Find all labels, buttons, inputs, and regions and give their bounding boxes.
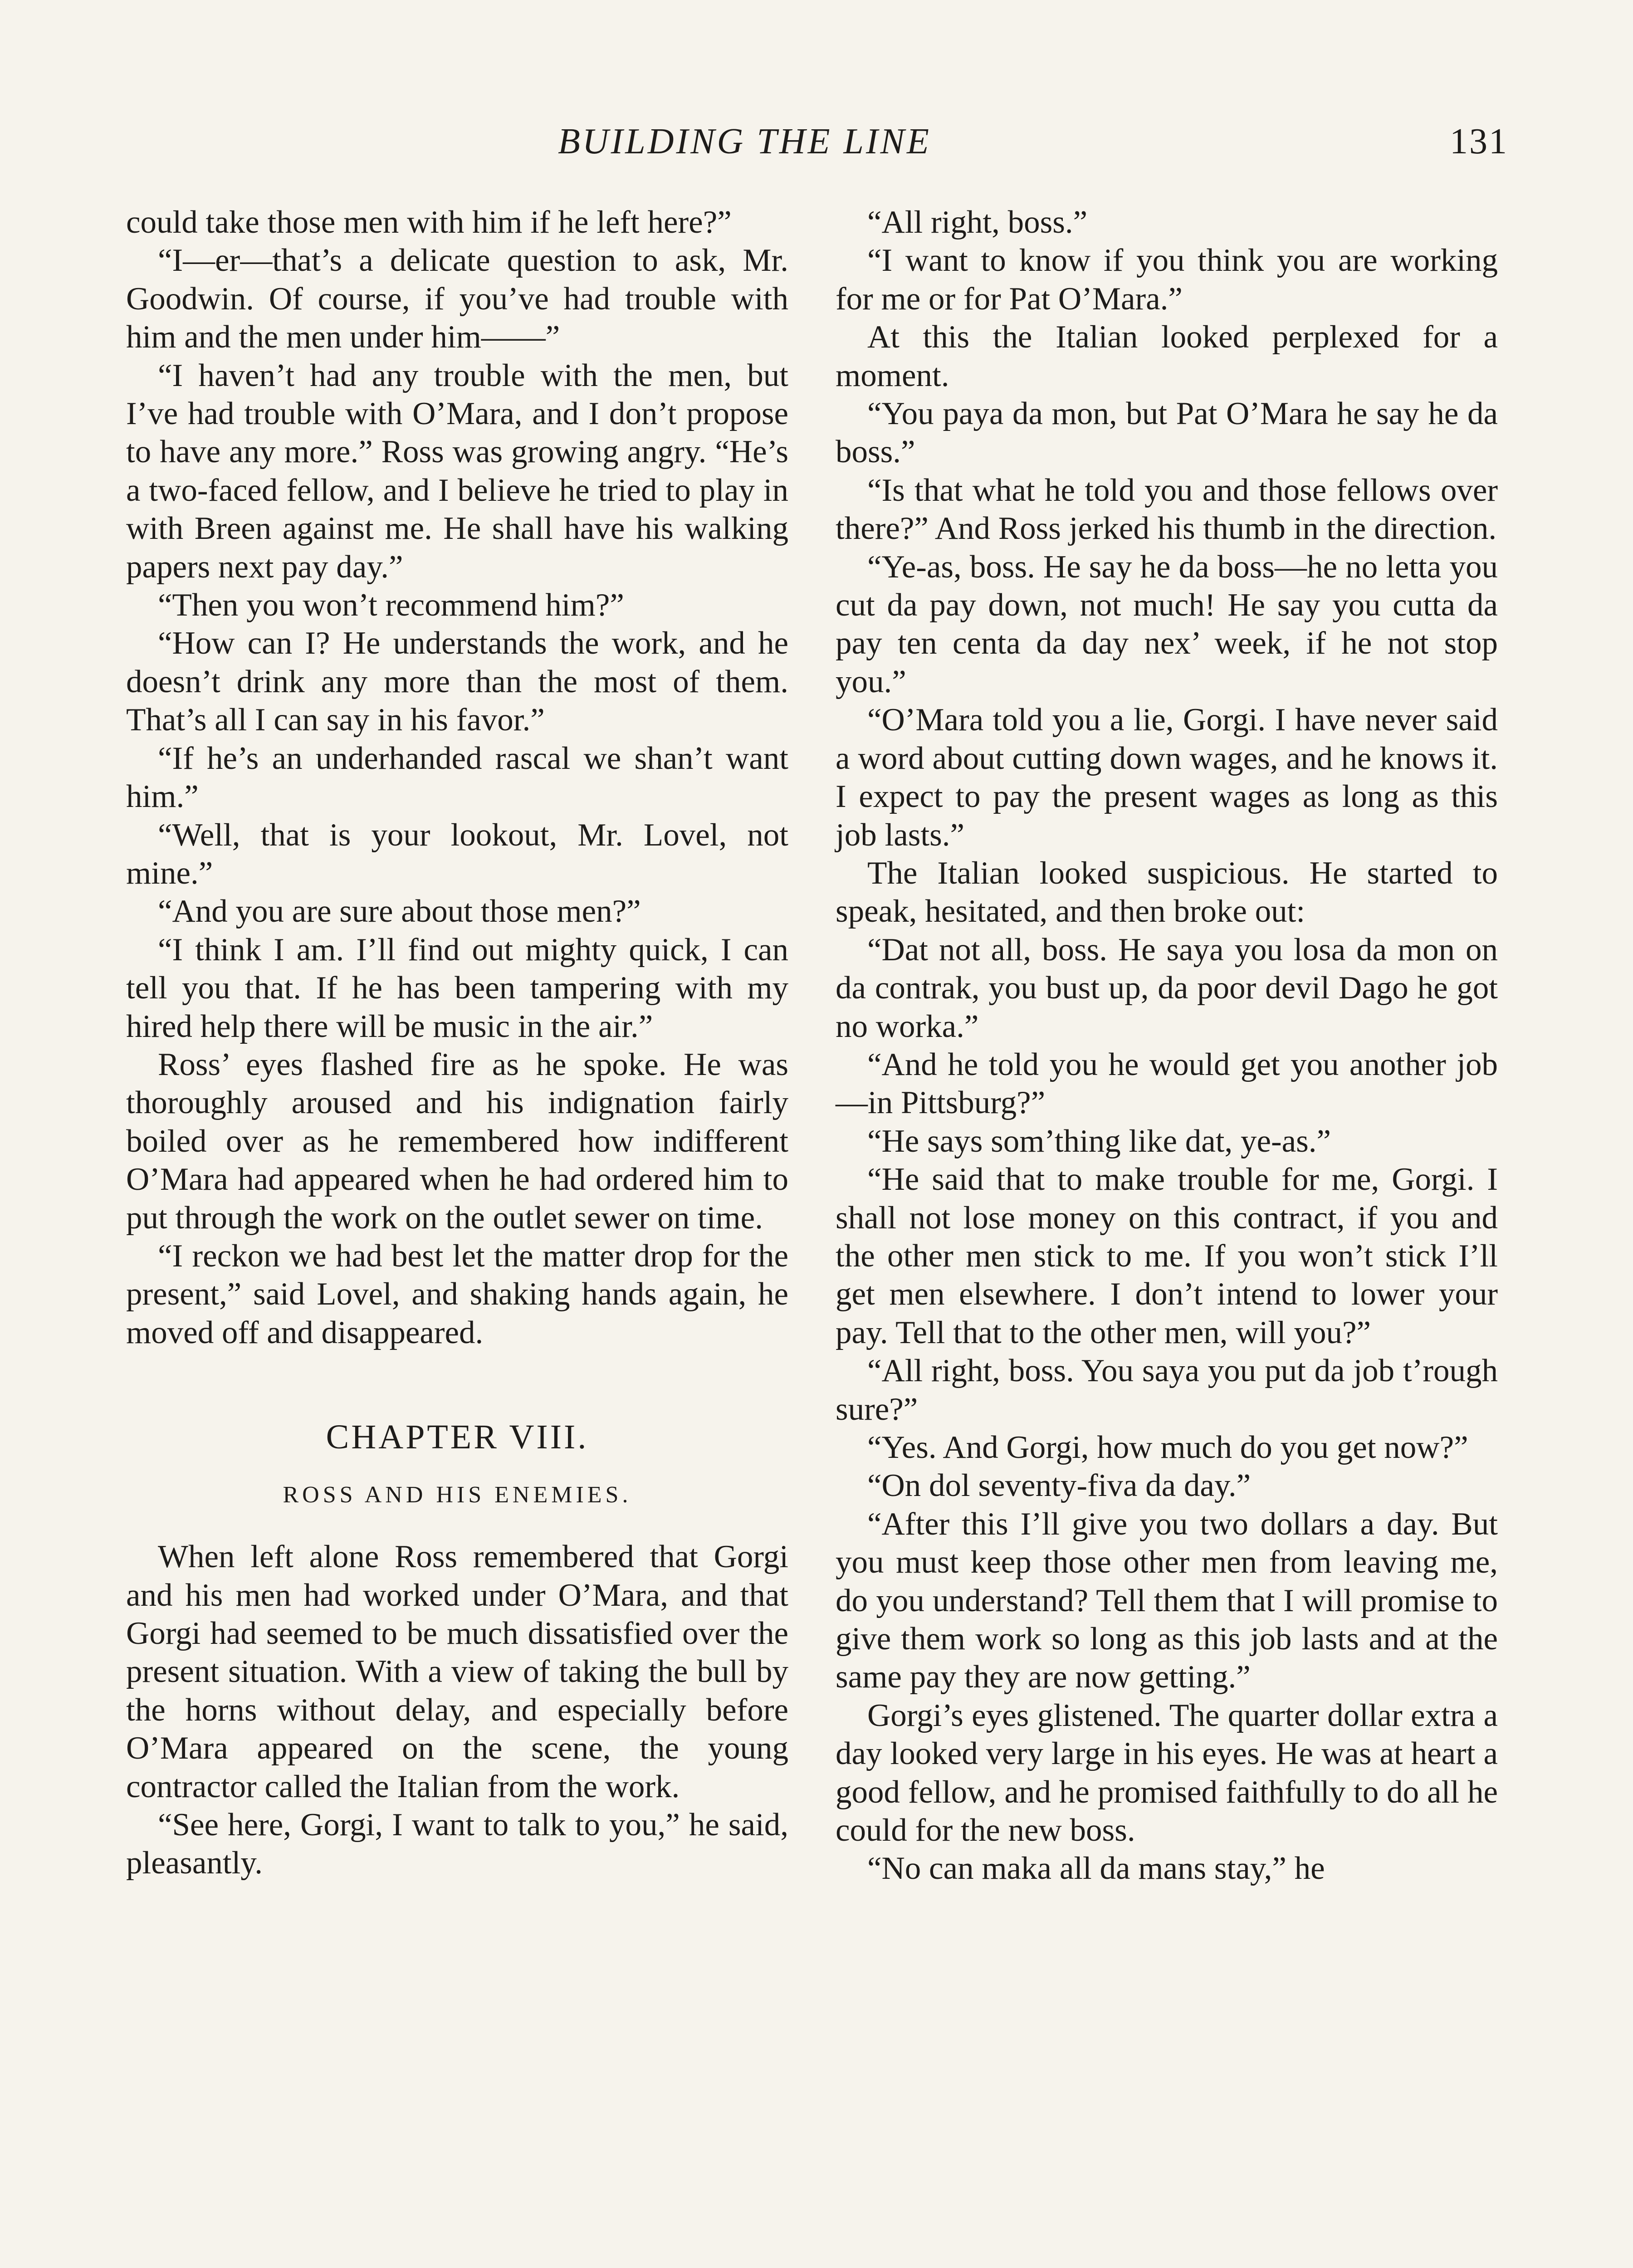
paragraph: “He says som’thing like dat, ye-as.”: [867, 1123, 1331, 1159]
paragraph: “And he told you he would get you another job—in Pittsburg?”: [836, 1046, 1498, 1121]
paragraph: “All right, boss.”: [867, 205, 1088, 240]
paragraph: “See here, Gorgi, I want to talk to you,” he said, pleasantly.: [126, 1807, 788, 1881]
paragraph: “I haven’t had any trouble with the men, but I’ve had trouble with O’Mara, and I don’t propose to have any more.” Ross was growing angry. “He’s a two-faced fellow, and I believe he tried to play in with Breen against me. He shall have his walking papers next pay day.”: [126, 357, 788, 585]
paragraph: “If he’s an underhanded rascal we shan’t want him.”: [126, 740, 788, 815]
paragraph: “You paya da mon, but Pat O’Mara he say he da boss.”: [836, 396, 1498, 470]
paragraph: Ross’ eyes flashed fire as he spoke. He was thoroughly aroused and his indignation fairly boiled over as he remembered how indifferent O’Mara had appeared when he had ordered him to put through the work on the outlet sewer on time.: [126, 1046, 788, 1236]
paragraph: “Dat not all, boss. He saya you losa da mon on da contrak, you bust up, da poor devil Dago he got no worka.”: [836, 932, 1498, 1044]
paragraph: When left alone Ross remembered that Gorgi and his men had worked under O’Mara, and that Gorgi had seemed to be much dissatisfied over the present situation. With a view of taking the bull by the horns without delay, and especially before O’Mara appeared on the scene, the young contractor called the Italian from the work.: [126, 1539, 788, 1804]
paragraph: could take those men with him if he left here?”: [126, 205, 732, 240]
paragraph: “How can I? He understands the work, and he doesn’t drink any more than the most of them. That’s all I can say in his favor.”: [126, 626, 788, 738]
paragraph: Gorgi’s eyes glistened. The quarter dollar extra a day looked very large in his eyes. He was at heart a good fellow, and he promised faithfully to do all he could for the new boss.: [836, 1697, 1498, 1848]
chapter-title: CHAPTER VIII.: [326, 1418, 589, 1457]
running-head-title: BUILDING THE LINE: [558, 122, 931, 161]
right-column: [836, 203, 1498, 1888]
paragraph: “After this I’ll give you two dollars a day. But you must keep those other men from leaving me, do you understand? Tell them that I will promise to give them work so long as this job lasts and at the same pay they are now getting.”: [836, 1506, 1498, 1695]
paragraph: “Ye-as, boss. He say he da boss—he no letta you cut da pay down, not much! He say you cutta da pay ten centa da day nex’ week, if he not stop you.”: [836, 549, 1498, 699]
paragraph: “Well, that is your lookout, Mr. Lovel, not mine.”: [126, 817, 788, 891]
paragraph: “Then you won’t recommend him?”: [158, 587, 624, 623]
paragraph: “And you are sure about those men?”: [158, 894, 641, 929]
paragraph: “Is that what he told you and those fellows over there?” And Ross jerked his thumb in the direction.: [836, 472, 1498, 547]
paragraph: The Italian looked suspicious. He started to speak, hesitated, and then broke out:: [836, 855, 1498, 929]
paragraph: “I—er—that’s a delicate question to ask, Mr. Goodwin. Of course, if you’ve had trouble with him and the men under him——”: [126, 243, 788, 355]
page-number: 131: [1450, 122, 1508, 161]
paragraph: “All right, boss. You saya you put da job t’rough sure?”: [836, 1353, 1498, 1427]
left-column: [126, 203, 788, 1882]
paragraph: “I think I am. I’ll find out mighty quick, I can tell you that. If he has been tampering with my hired help there will be music in the air.”: [126, 932, 788, 1044]
paragraph: “I reckon we had best let the matter drop for the present,” said Lovel, and shaking hands again, he moved off and disappeared.: [126, 1238, 788, 1350]
paragraph: At this the Italian looked perplexed for a moment.: [836, 319, 1498, 393]
paragraph: “He said that to make trouble for me, Gorgi. I shall not lose money on this contract, if you and the other men stick to me. If you won’t stick I’ll get men elsewhere. I don’t intend to lower your pay. Tell that to the other men, will you?”: [836, 1162, 1498, 1350]
chapter-subtitle: ROSS AND HIS ENEMIES.: [283, 1482, 632, 1508]
paragraph: “I want to know if you think you are working for me or for Pat O’Mara.”: [836, 243, 1498, 317]
paragraph: “On dol seventy-fiva da day.”: [867, 1468, 1251, 1504]
paragraph: “No can maka all da mans stay,” he: [867, 1851, 1325, 1887]
paragraph: “O’Mara told you a lie, Gorgi. I have never said a word about cutting down wages, and he knows it. I expect to pay the present wages as long as this job lasts.”: [836, 702, 1498, 853]
paragraph: “Yes. And Gorgi, how much do you get now?”: [867, 1430, 1468, 1465]
